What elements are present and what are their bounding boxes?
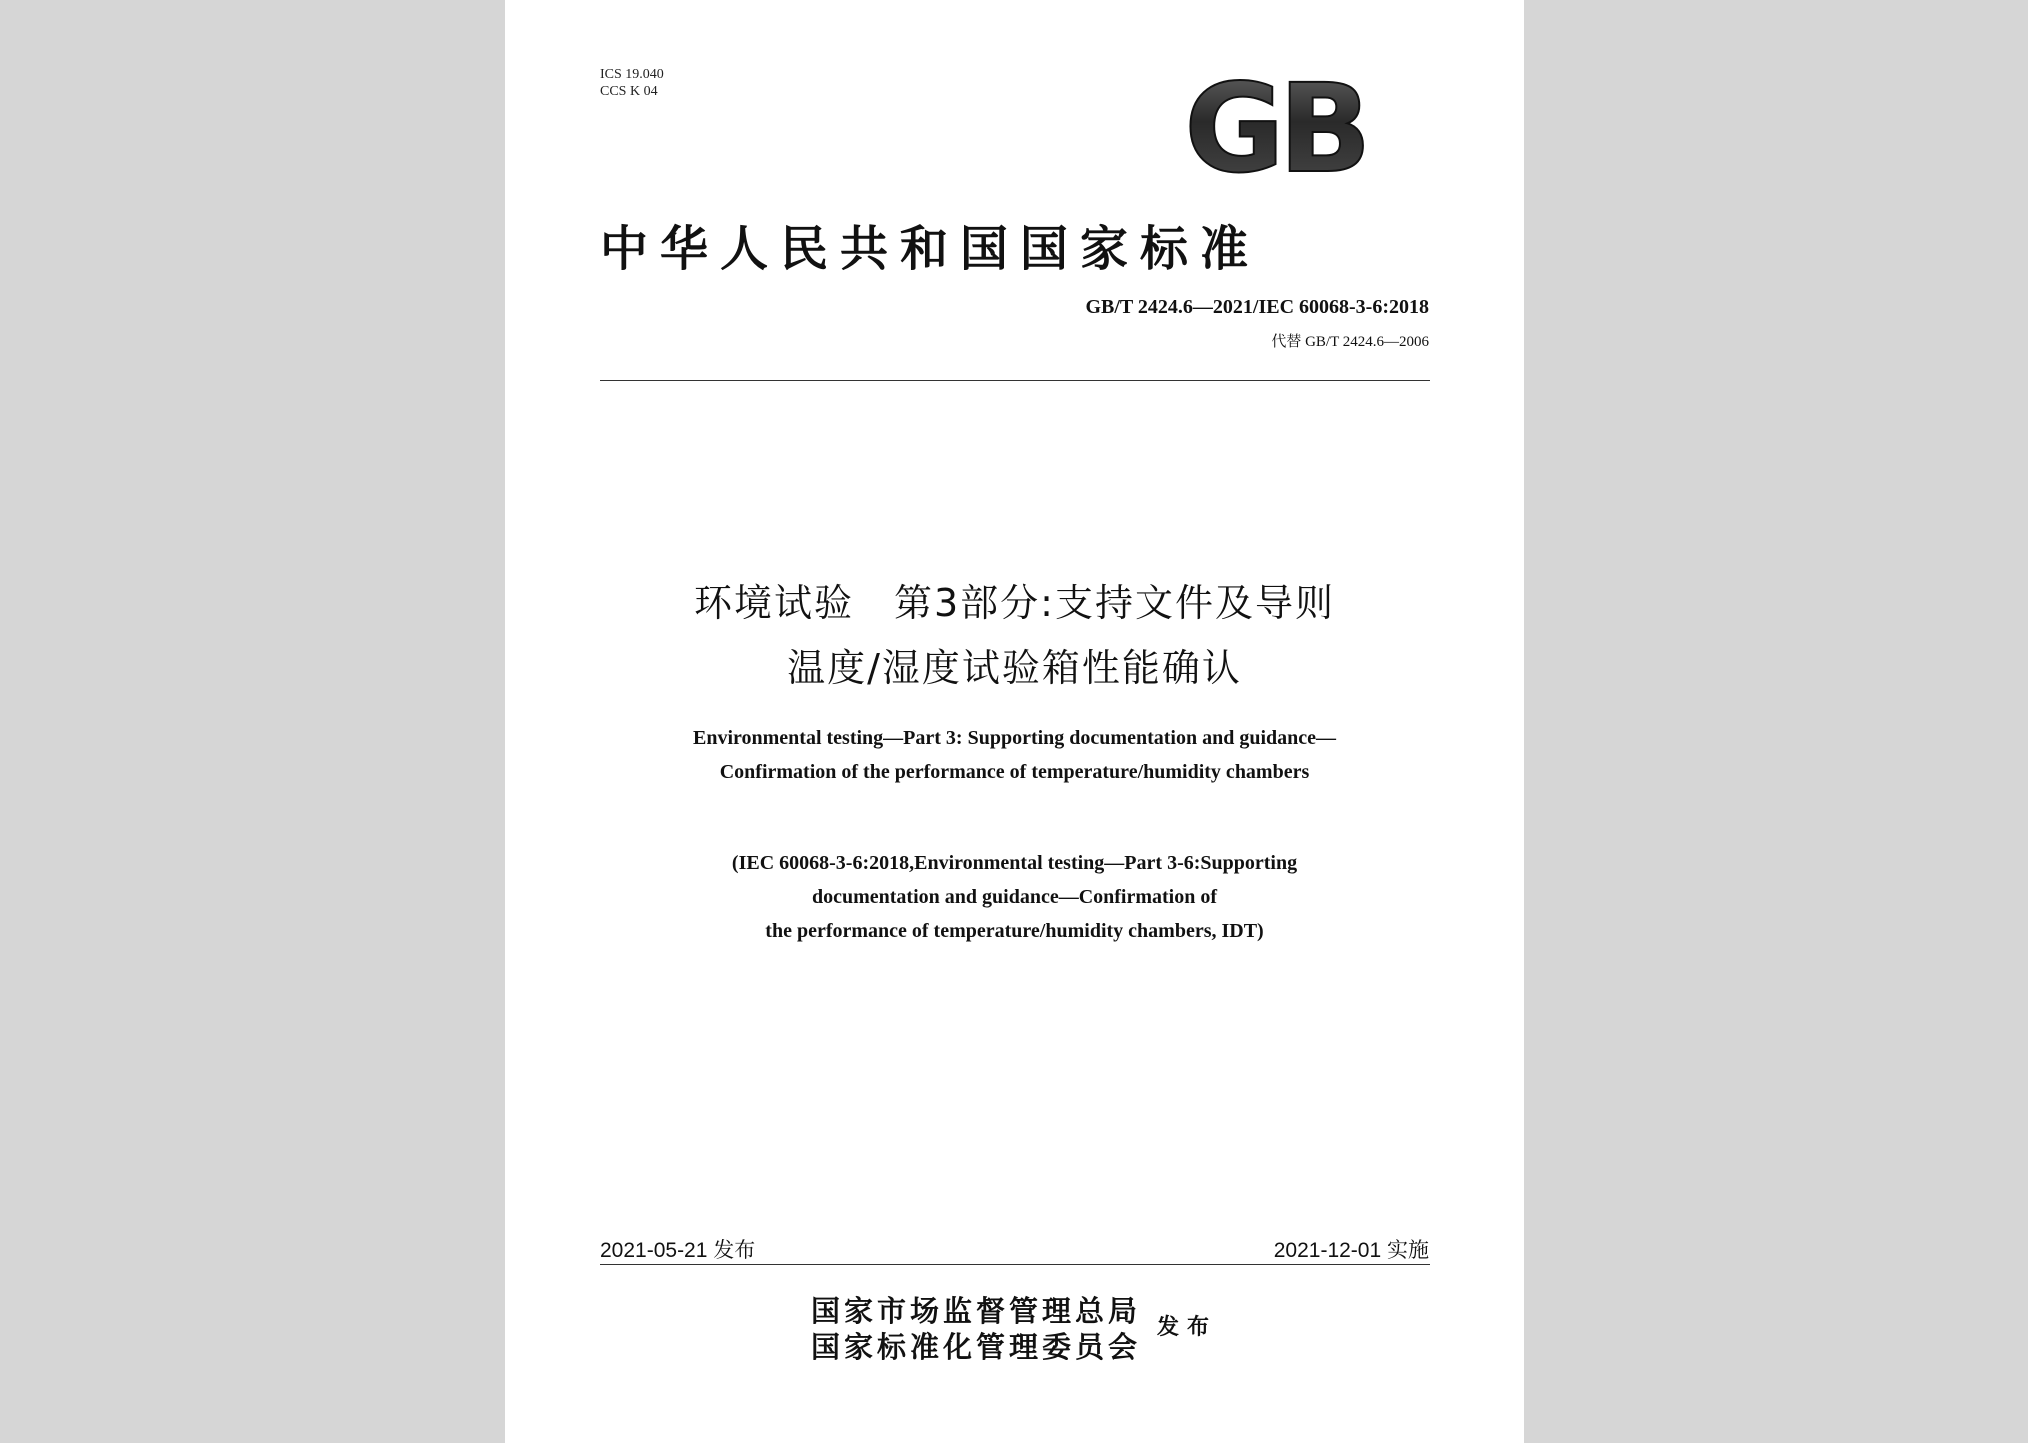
ccs-code: CCS K 04 bbox=[600, 84, 658, 99]
footer-divider bbox=[600, 1264, 1430, 1265]
national-standard-heading: 中华人民共和国国家标准 bbox=[600, 221, 1261, 277]
english-title-line-2: Confirmation of the performance of temperature/humidity chambers bbox=[719, 761, 1310, 783]
classification-codes bbox=[600, 66, 664, 100]
issuer-line-2: 国家标准化管理委员会 bbox=[811, 1330, 1142, 1364]
chinese-title-line-2: 温度/湿度试验箱性能确认 bbox=[787, 646, 1242, 690]
issue-date: 2021-05-21 发布 bbox=[600, 1239, 756, 1262]
header-divider bbox=[600, 380, 1430, 381]
publish-label: 发布 bbox=[1157, 1314, 1218, 1340]
gb-logo-icon bbox=[1170, 75, 1380, 185]
iec-note-line-1: (IEC 60068-3-6:2018,Environmental testing—Part 3-6:Supporting bbox=[731, 852, 1298, 874]
chinese-title-line-1: 环境试验 第3部分:支持文件及导则 bbox=[694, 581, 1335, 625]
ics-code: ICS 19.040 bbox=[600, 67, 664, 82]
issuing-authorities bbox=[811, 1293, 1141, 1365]
english-title-line-1: Environmental testing—Part 3: Supporting documentation and guidance— bbox=[692, 727, 1337, 749]
gb-logo bbox=[1170, 75, 1380, 185]
svg-text:GB: GB bbox=[1184, 75, 1366, 185]
iec-note-line-3: the performance of temperature/humidity chambers, IDT) bbox=[765, 920, 1264, 942]
iec-note-line-2: documentation and guidance—Confirmation of bbox=[811, 886, 1218, 908]
implementation-date: 2021-12-01 实施 bbox=[1273, 1239, 1429, 1262]
standard-number: GB/T 2424.6—2021/IEC 60068-3-6:2018 bbox=[1085, 296, 1429, 318]
replaces-standard: 代替 GB/T 2424.6—2006 bbox=[1271, 334, 1429, 350]
issuer-line-1: 国家市场监督管理总局 bbox=[811, 1294, 1142, 1328]
document-page bbox=[505, 0, 1524, 1443]
